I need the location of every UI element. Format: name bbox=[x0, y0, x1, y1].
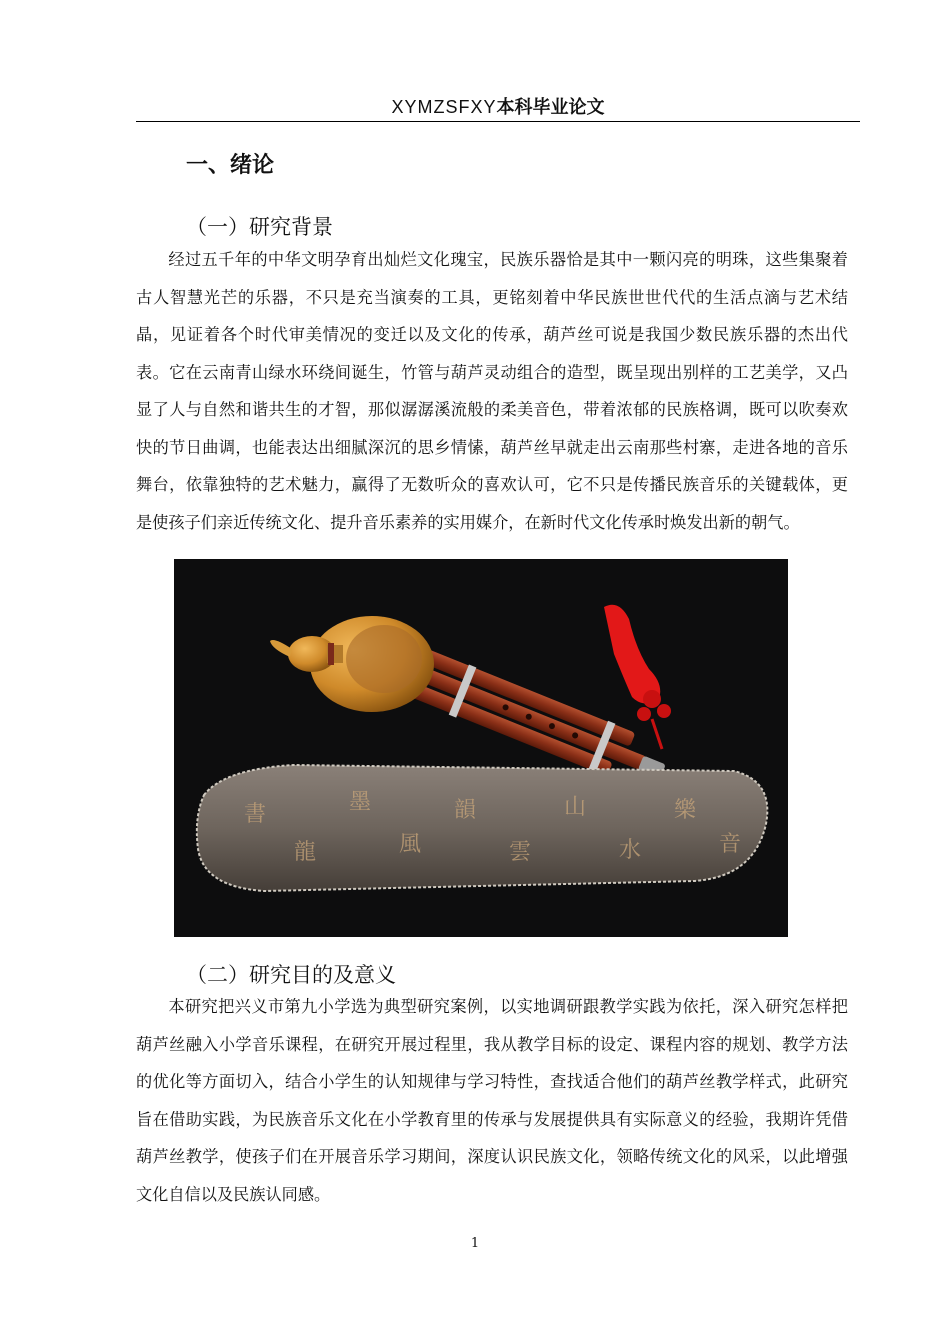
page-header bbox=[136, 94, 860, 122]
svg-text:山: 山 bbox=[564, 795, 587, 820]
svg-text:樂: 樂 bbox=[674, 798, 697, 823]
svg-text:墨: 墨 bbox=[349, 790, 372, 815]
svg-text:書: 書 bbox=[244, 802, 267, 827]
chapter-title: 一、绪论 bbox=[186, 153, 275, 178]
hulusi-photo bbox=[174, 559, 788, 937]
svg-text:水: 水 bbox=[619, 838, 642, 863]
paragraph-purpose: 本研究把兴义市第九小学选为典型研究案例，以实地调研跟教学实践为依托，深入研究怎样把葫芦丝融入小学音乐课程，在研究开展过程里，我从教学目标的设定、课程内容的规划、教学方法的优化等方面切入，结合小学生的认知规律与学习特性，查找适合他们的葫芦丝教学样式，此研究旨在借助实践，为民族音乐文化在小学教育里的传承与发展提供具有实际意义的经验，我期许凭借葫芦丝教学，使孩子们在开展音乐学习期间，深度认识民族文化，领略传统文化的风采，以此增强文化自信以及民族认同感。 bbox=[136, 997, 848, 1204]
header-code: XYMZSFXY bbox=[391, 97, 497, 117]
svg-text:音: 音 bbox=[719, 832, 742, 857]
paragraph-background: 经过五千年的中华文明孕育出灿烂文化瑰宝，民族乐器恰是其中一颗闪亮的明珠，这些集聚着古人智慧光芒的乐器，不只是充当演奏的工具，更铭刻着中华民族世世代代的生活点滴与艺术结晶，见证着各个时代审美情况的变迁以及文化的传承，葫芦丝可说是我国少数民族乐器的杰出代表。它在云南青山绿水环绕间诞生，竹管与葫芦灵动组合的造型，既呈现出别样的工艺美学，又凸显了人与自然和谐共生的才智，那似潺潺溪流般的柔美音色，带着浓郁的民族格调，既可以吹奏欢快的节日曲调，也能表达出细腻深沉的思乡情愫，葫芦丝早就走出云南那些村寨，走进各地的音乐舞台，依靠独特的艺术魅力，赢得了无数听众的喜欢认可，它不只是传播民族音乐的关键载体，更是使孩子们亲近传统文化、提升音乐素养的实用媒介，在新时代文化传承时焕发出新的朝气。 bbox=[136, 250, 848, 532]
section-title-purpose: （二）研究目的及意义 bbox=[186, 963, 396, 987]
page-number: 1 bbox=[470, 1236, 480, 1251]
hulusi-photo-icon bbox=[174, 559, 788, 937]
svg-text:雲: 雲 bbox=[509, 840, 532, 865]
svg-text:韻: 韻 bbox=[454, 798, 477, 823]
section-title-background: （一）研究背景 bbox=[186, 215, 333, 239]
header-title: 本科毕业论文 bbox=[496, 97, 605, 118]
svg-text:龍: 龍 bbox=[294, 840, 317, 865]
svg-text:風: 風 bbox=[399, 832, 422, 857]
